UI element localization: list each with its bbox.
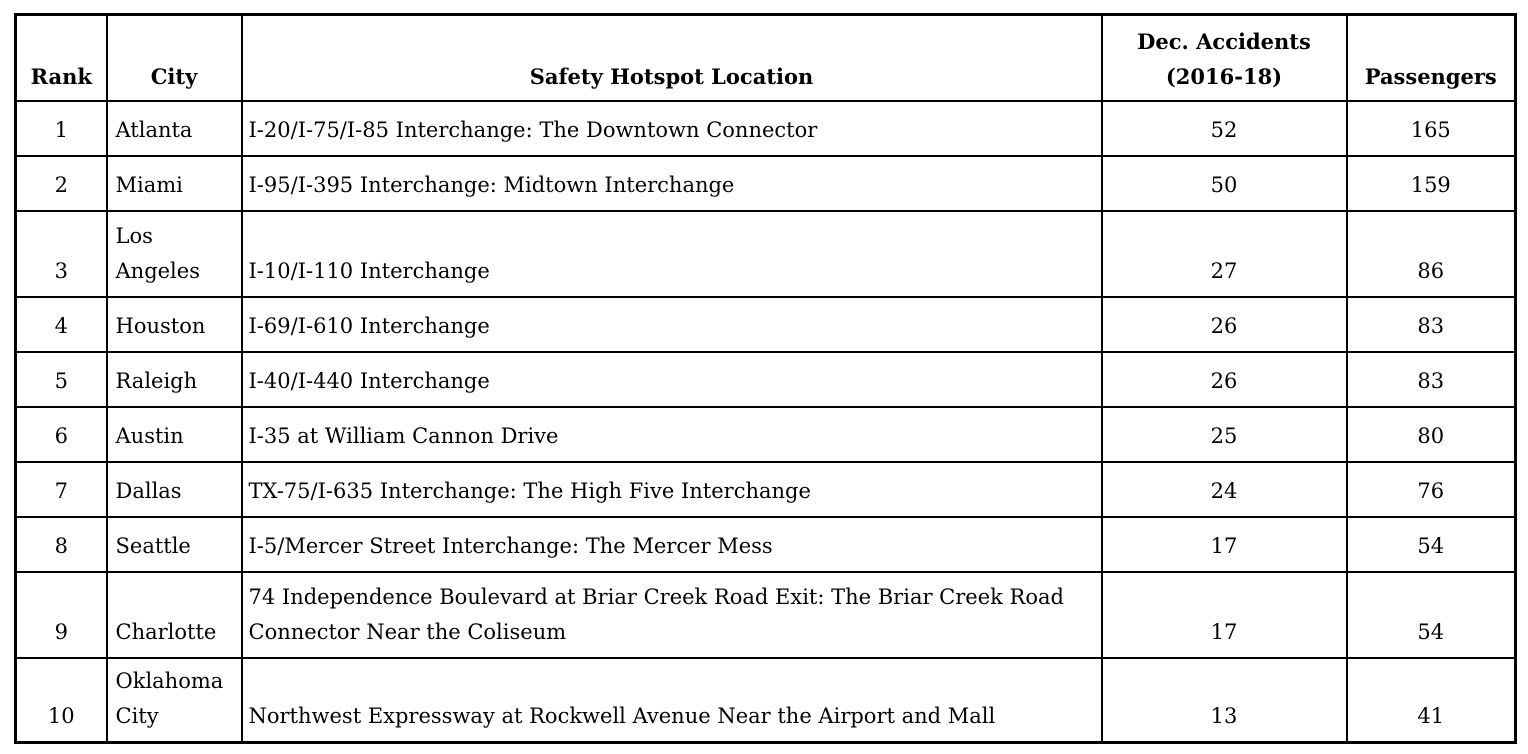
- rank-cell: 2: [16, 156, 107, 211]
- passengers-cell: 80: [1347, 407, 1516, 462]
- accidents-cell: 26: [1102, 352, 1347, 407]
- city-cell: Houston: [107, 297, 242, 352]
- rank-cell: 1: [16, 101, 107, 156]
- location-cell: 74 Independence Boulevard at Briar Creek Road Exit: The Briar Creek Road Connector Near the Coliseum: [242, 572, 1102, 658]
- rank-cell: 3: [16, 211, 107, 297]
- column-header-passengers: Passengers: [1347, 15, 1516, 101]
- table-row: [16, 658, 1516, 743]
- table-row: [16, 297, 1516, 352]
- table-row: [16, 211, 1516, 297]
- rank-cell: 9: [16, 572, 107, 658]
- table-row: [16, 407, 1516, 462]
- location-cell: Northwest Expressway at Rockwell Avenue Near the Airport and Mall: [242, 658, 1102, 743]
- table-row: [16, 352, 1516, 407]
- table-row: [16, 572, 1516, 658]
- table-header: [16, 15, 1516, 101]
- passengers-cell: 41: [1347, 658, 1516, 743]
- safety-hotspots-table: [14, 13, 1517, 744]
- accidents-cell: 24: [1102, 462, 1347, 517]
- accidents-cell: 17: [1102, 517, 1347, 572]
- rank-cell: 8: [16, 517, 107, 572]
- city-cell: Austin: [107, 407, 242, 462]
- rank-cell: 7: [16, 462, 107, 517]
- accidents-cell: 17: [1102, 572, 1347, 658]
- column-header-rank: Rank: [16, 15, 107, 101]
- location-cell: I-35 at William Cannon Drive: [242, 407, 1102, 462]
- rank-cell: 5: [16, 352, 107, 407]
- passengers-cell: 54: [1347, 517, 1516, 572]
- city-cell: Seattle: [107, 517, 242, 572]
- location-cell: TX-75/I-635 Interchange: The High Five Interchange: [242, 462, 1102, 517]
- city-cell: Miami: [107, 156, 242, 211]
- city-cell: Dallas: [107, 462, 242, 517]
- city-cell: Oklahoma City: [107, 658, 242, 743]
- accidents-cell: 25: [1102, 407, 1347, 462]
- table-row: [16, 517, 1516, 572]
- safety-hotspots-table-container: [14, 13, 1517, 744]
- accidents-cell: 13: [1102, 658, 1347, 743]
- passengers-cell: 76: [1347, 462, 1516, 517]
- city-cell: Atlanta: [107, 101, 242, 156]
- table-row: [16, 156, 1516, 211]
- location-cell: I-5/Mercer Street Interchange: The Mercer Mess: [242, 517, 1102, 572]
- table-row: [16, 462, 1516, 517]
- passengers-cell: 159: [1347, 156, 1516, 211]
- rank-cell: 4: [16, 297, 107, 352]
- table-row: [16, 101, 1516, 156]
- table-body: [16, 101, 1516, 743]
- location-cell: I-69/I-610 Interchange: [242, 297, 1102, 352]
- city-cell: Charlotte: [107, 572, 242, 658]
- location-cell: I-10/I-110 Interchange: [242, 211, 1102, 297]
- column-header-accidents: Dec. Accidents (2016-18): [1102, 15, 1347, 101]
- accidents-cell: 26: [1102, 297, 1347, 352]
- rank-cell: 10: [16, 658, 107, 743]
- accidents-cell: 52: [1102, 101, 1347, 156]
- header-row: [16, 15, 1516, 101]
- rank-cell: 6: [16, 407, 107, 462]
- passengers-cell: 83: [1347, 352, 1516, 407]
- column-header-city: City: [107, 15, 242, 101]
- city-cell: Raleigh: [107, 352, 242, 407]
- passengers-cell: 54: [1347, 572, 1516, 658]
- location-cell: I-95/I-395 Interchange: Midtown Interchange: [242, 156, 1102, 211]
- passengers-cell: 165: [1347, 101, 1516, 156]
- location-cell: I-20/I-75/I-85 Interchange: The Downtown Connector: [242, 101, 1102, 156]
- accidents-cell: 50: [1102, 156, 1347, 211]
- location-cell: I-40/I-440 Interchange: [242, 352, 1102, 407]
- passengers-cell: 86: [1347, 211, 1516, 297]
- column-header-location: Safety Hotspot Location: [242, 15, 1102, 101]
- accidents-cell: 27: [1102, 211, 1347, 297]
- passengers-cell: 83: [1347, 297, 1516, 352]
- city-cell: Los Angeles: [107, 211, 242, 297]
